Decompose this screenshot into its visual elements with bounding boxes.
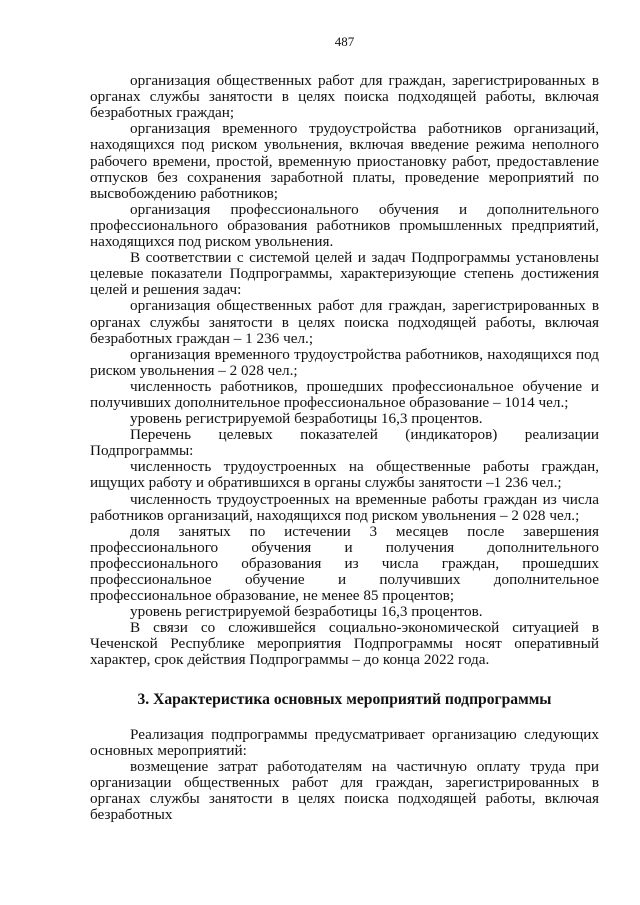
paragraph-cost-reimbursement: возмещение затрат работодателям на частичную оплату труда при организации общественных работ для граждан, зарегистрированных в органах службы занятости в целях поиска подходящей работы, включая безработных (90, 757, 599, 824)
paragraph-list-temporary-works: численность трудоустроенных на временные работы граждан из числа работников организаций, находящихся под риском увольнения – 2 028 чел.; (90, 490, 599, 524)
paragraph-list-employed-share: доля занятых по истечении 3 месяцев после завершения профессионального обучения и получения дополнительного профессионального образования из числа граждан, прошедших профессиональное обучение и получивших дополнительное профессиональное образование, не менее 85 процентов; (90, 522, 599, 605)
section-heading: 3. Характеристика основных мероприятий подпрограммы (137, 690, 552, 708)
paragraph-target-indicators-intro: В соответствии с системой целей и задач Подпрограммы установлены целевые показатели Подпрограммы, характеризующие степень достижения целей и решения задач: (90, 249, 599, 299)
paragraph-implementation: Реализация подпрограммы предусматривает организацию следующих основных мероприятий: (90, 725, 599, 759)
paragraph-operational-character: В связи со сложившейся социально-экономической ситуацией в Чеченской Республике мероприятия Подпрограммы носят оперативный характер, срок действия Подпрограммы – до конца 2022 года. (90, 619, 599, 669)
paragraph-professional-training: организация профессионального обучения и дополнительного профессионального образования работников промышленных предприятий, находящихся под риском увольнения. (90, 200, 599, 251)
paragraph-indicator-public-works: организация общественных работ для граждан, зарегистрированных в органах службы занятости в целях поиска подходящей работы, включая безработных граждан – 1 236 чел.; (90, 297, 599, 347)
paragraph-indicator-unemployment: уровень регистрируемой безработицы 16,3 процентов. (130, 410, 483, 428)
paragraph-list-public-works: численность трудоустроенных на общественные работы граждан, ищущих работу и обратившихся в органы службы занятости –1 236 чел.; (90, 458, 599, 492)
paragraph-temporary-employment: организация временного трудоустройства работников организаций, находящихся под риском увольнения, включая введение режима неполного рабочего времени, простой, временную приостановку работ, предоставление отпусков без сохранения заработной платы, проведение мероприятий по высвобождению работников; (90, 120, 599, 202)
paragraph-indicator-trained-workers: численность работников, прошедших профессиональное обучение и получивших дополнительное профессиональное образование – 1014 чел.; (90, 377, 599, 411)
paragraph-indicator-list-intro: Перечень целевых показателей (индикаторов) реализации Подпрограммы: (90, 426, 599, 460)
paragraph-list-unemployment: уровень регистрируемой безработицы 16,3 процентов. (130, 603, 483, 621)
paragraph-indicator-temporary-employment: организация временного трудоустройства работников, находящихся под риском увольнения – 2 028 чел.; (90, 345, 599, 379)
page-number: 487 (334, 34, 355, 49)
paragraph-public-works: организация общественных работ для граждан, зарегистрированных в органах службы занятости в целях поиска подходящей работы, включая безработных граждан; (90, 72, 599, 122)
